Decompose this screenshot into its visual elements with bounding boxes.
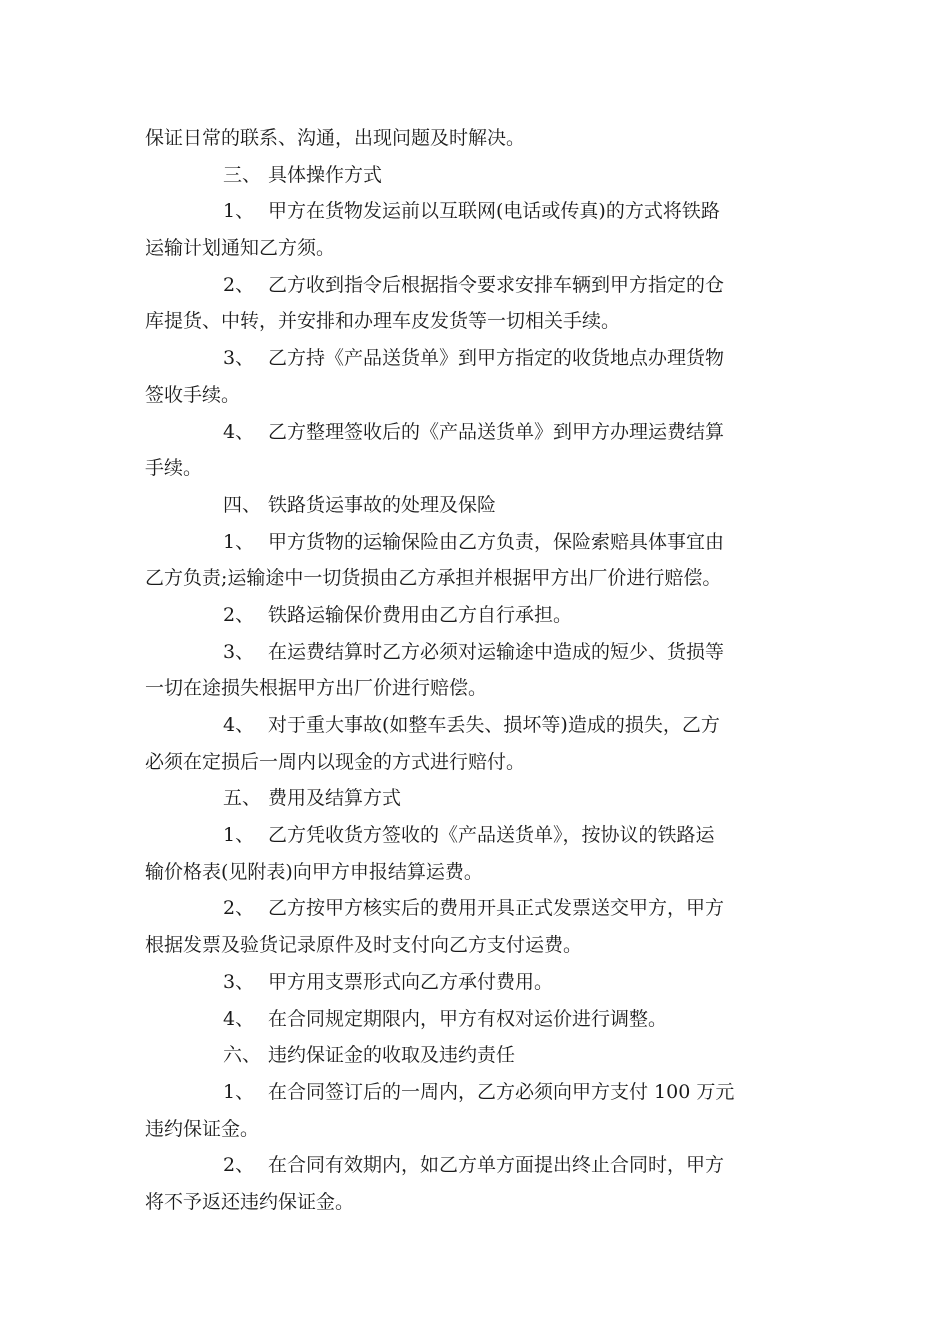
item-number: 1、 xyxy=(223,1080,255,1103)
line-text: 运输计划通知乙方须。 xyxy=(145,237,336,260)
section-number: 五、 xyxy=(223,787,262,810)
section-heading-6 xyxy=(145,1037,810,1074)
line-text: 在合同有效期内，如乙方单方面提出终止合同时，甲方 xyxy=(268,1154,725,1177)
section-heading-4 xyxy=(145,487,810,524)
item-number: 4、 xyxy=(223,714,255,736)
item-line xyxy=(145,964,810,1001)
item-line xyxy=(145,817,810,854)
line-text: 根据发票及验货记录原件及时支付向乙方支付运费。 xyxy=(145,934,583,957)
item-number: 3、 xyxy=(223,640,255,663)
item-line xyxy=(145,303,810,340)
line-text: 在运费结算时乙方必须对运输途中造成的短少、货损等 xyxy=(268,640,725,663)
line-text: 在合同签订后的一周内，乙方必须向甲方支付 100 万元 xyxy=(268,1080,735,1103)
section-title: 具体操作方式 xyxy=(268,163,383,186)
paragraph-line xyxy=(145,120,810,157)
item-number: 4、 xyxy=(223,1007,255,1030)
line-text: 输价格表(见附表)向甲方申报结算运费。 xyxy=(145,860,483,883)
section-heading-5 xyxy=(145,780,810,817)
item-line xyxy=(145,193,810,230)
line-text: 乙方负责;运输途中一切货损由乙方承担并根据甲方出厂价进行赔偿。 xyxy=(145,567,722,590)
line-text: 签收手续。 xyxy=(145,383,241,406)
line-text: 乙方持《产品送货单》到甲方指定的收货地点办理货物 xyxy=(268,347,725,370)
item-number: 2、 xyxy=(223,603,255,626)
item-line xyxy=(145,1184,810,1221)
line-text: 乙方按甲方核实后的费用开具正式发票送交甲方，甲方 xyxy=(268,897,725,920)
item-line xyxy=(145,414,810,451)
document-body xyxy=(145,120,810,1221)
item-line xyxy=(145,854,810,891)
item-line xyxy=(145,267,810,304)
line-text: 库提货、中转，并安排和办理车皮发货等一切相关手续。 xyxy=(145,310,621,333)
item-line xyxy=(145,450,810,487)
line-text: 在合同规定期限内，甲方有权对运价进行调整。 xyxy=(268,1007,668,1030)
item-number: 1、 xyxy=(223,200,255,223)
line-text: 乙方整理签收后的《产品送货单》到甲方办理运费结算 xyxy=(268,420,725,443)
item-line xyxy=(145,560,810,597)
item-line xyxy=(145,744,810,781)
section-title: 违约保证金的收取及违约责任 xyxy=(268,1044,516,1067)
item-number: 2、 xyxy=(223,897,255,920)
item-line xyxy=(145,597,810,634)
item-line xyxy=(145,230,810,267)
item-number: 3、 xyxy=(223,970,255,993)
item-line xyxy=(145,377,810,414)
section-heading-3 xyxy=(145,157,810,194)
item-line xyxy=(145,524,810,561)
item-number: 2、 xyxy=(223,273,255,296)
line-text: 铁路运输保价费用由乙方自行承担。 xyxy=(268,603,573,626)
section-number: 四、 xyxy=(223,493,262,516)
item-line xyxy=(145,1074,810,1111)
line-text: 乙方收到指令后根据指令要求安排车辆到甲方指定的仓 xyxy=(268,273,725,296)
item-number: 4、 xyxy=(223,420,255,443)
line-text: 必须在定损后一周内以现金的方式进行赔付。 xyxy=(145,750,526,773)
line-text: 对于重大事故(如整车丢失、损坏等)造成的损失，乙方 xyxy=(268,714,720,736)
item-line xyxy=(145,927,810,964)
line-text: 甲方货物的运输保险由乙方负责，保险索赔具体事宜由 xyxy=(268,530,725,553)
line-text: 手续。 xyxy=(145,457,203,480)
item-line xyxy=(145,1001,810,1038)
item-line xyxy=(145,634,810,671)
line-text: 甲方用支票形式向乙方承付费用。 xyxy=(268,970,554,993)
line-text: 保证日常的联系、沟通，出现问题及时解决。 xyxy=(145,127,526,149)
item-number: 2、 xyxy=(223,1154,255,1177)
line-text: 将不予返还违约保证金。 xyxy=(145,1190,355,1213)
item-line xyxy=(145,670,810,707)
section-number: 六、 xyxy=(223,1044,262,1067)
section-number: 三、 xyxy=(223,163,262,186)
item-number: 1、 xyxy=(223,824,255,847)
line-text: 违约保证金。 xyxy=(145,1117,260,1140)
section-title: 费用及结算方式 xyxy=(268,787,402,810)
section-title: 铁路货运事故的处理及保险 xyxy=(268,493,497,516)
line-text: 甲方在货物发运前以互联网(电话或传真)的方式将铁路 xyxy=(268,200,720,223)
item-line xyxy=(145,340,810,377)
item-line xyxy=(145,1147,810,1184)
line-text: 乙方凭收货方签收的《产品送货单》，按协议的铁路运 xyxy=(268,824,715,847)
item-line xyxy=(145,1111,810,1148)
line-text: 一切在途损失根据甲方出厂价进行赔偿。 xyxy=(145,677,488,700)
item-number: 1、 xyxy=(223,530,255,553)
item-line xyxy=(145,707,810,744)
item-line xyxy=(145,890,810,927)
item-number: 3、 xyxy=(223,347,255,370)
